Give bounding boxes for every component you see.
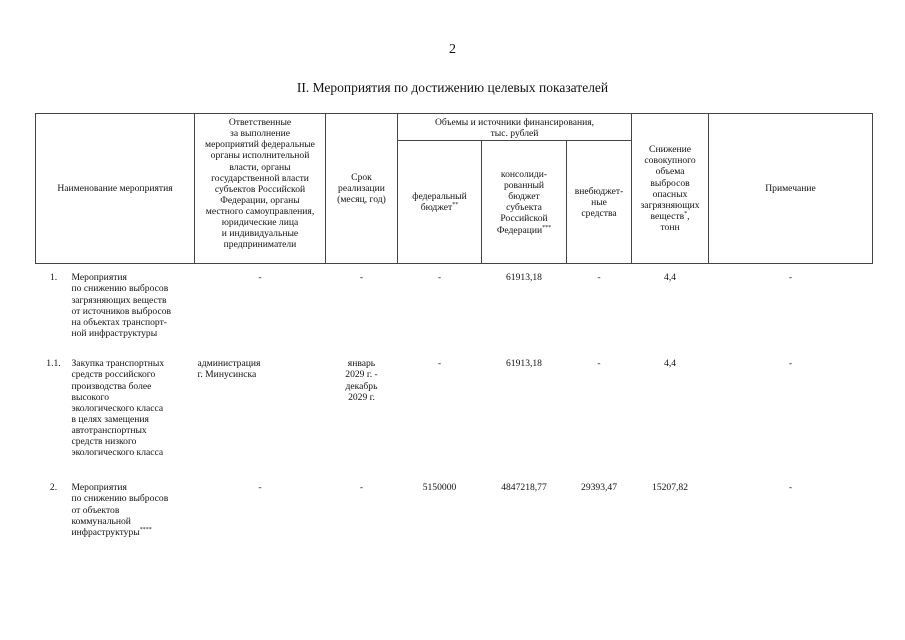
table-row (36, 272, 873, 358)
row-number: 1. (49, 272, 58, 284)
row-name: Мероприятия по снижению выбросов загрязняющих веществ от источников выбросов на объектах транспорт- ной инфраструктуры (71, 272, 172, 339)
row-extra: - (597, 358, 601, 370)
row-note: - (788, 358, 793, 370)
row-number: 1.1. (46, 358, 61, 370)
row-name: Закупка транспортных средств российского производства более высокого экологического класса в целях замещения автотранспортных средств низкого экологического класса (71, 358, 165, 459)
section-title: II. Мероприятия по достижению целевых показателей (296, 80, 609, 95)
header-term: Срок реализации (месяц, год) (326, 114, 398, 264)
measures-table (35, 113, 873, 552)
row-responsible: - (258, 272, 262, 284)
header-name: Наименование мероприятия (36, 114, 195, 264)
row-name-cell: 2. Мероприятия по снижению выбросов от объектов коммунальной инфраструктуры**** (36, 482, 195, 552)
page-number: 2 (449, 42, 456, 57)
header-reduction: Снижение совокупного объема выбросов опасных загрязняющих веществ*, тонн (632, 114, 709, 264)
row-number: 2. (49, 482, 58, 494)
header-funding: Объемы и источники финансирования, тыс. рублей (398, 114, 632, 141)
row-responsible: администрация г. Минусинска (197, 358, 261, 381)
row-reduction: 4,4 (664, 272, 677, 284)
header-note: Примечание (709, 114, 873, 264)
row-note: - (788, 482, 793, 494)
row-extra: - (597, 272, 601, 284)
row-reduction: 15207,82 (652, 482, 689, 494)
row-term: - (359, 272, 364, 284)
row-responsible: - (258, 482, 262, 494)
table-row (36, 482, 873, 552)
row-extra: 29393,47 (581, 482, 617, 494)
row-reduction: 4,4 (664, 358, 677, 370)
header-regional: консолиди- рованный бюджет субъекта Российской Федерации*** (482, 141, 567, 264)
row-federal: - (437, 358, 442, 370)
row-regional: 4847218,77 (501, 482, 547, 494)
header-federal: федеральный бюджет** (398, 141, 482, 264)
row-regional: 61913,18 (506, 358, 542, 370)
header-extra: внебюджет- ные средства (567, 141, 632, 264)
row-name-cell (36, 358, 195, 482)
row-name-cell (36, 272, 195, 358)
row-name: Мероприятия по снижению выбросов от объектов коммунальной инфраструктуры (71, 482, 169, 538)
row-term: - (359, 482, 364, 494)
row-note: - (788, 272, 793, 284)
row-federal: 5150000 (422, 482, 457, 494)
table-row (36, 358, 873, 482)
header-responsible: Ответственные за выполнение мероприятий федеральные органы исполнительной власти, органы государственной власти субъектов Российской Федерации, органы местного самоуправления, юридические лица и индивидуальные предприниматели (195, 114, 326, 264)
row-regional: 61913,18 (506, 272, 542, 284)
row-federal: - (437, 272, 442, 284)
row-term: январь 2029 г. - декабрь 2029 г. (345, 358, 378, 403)
